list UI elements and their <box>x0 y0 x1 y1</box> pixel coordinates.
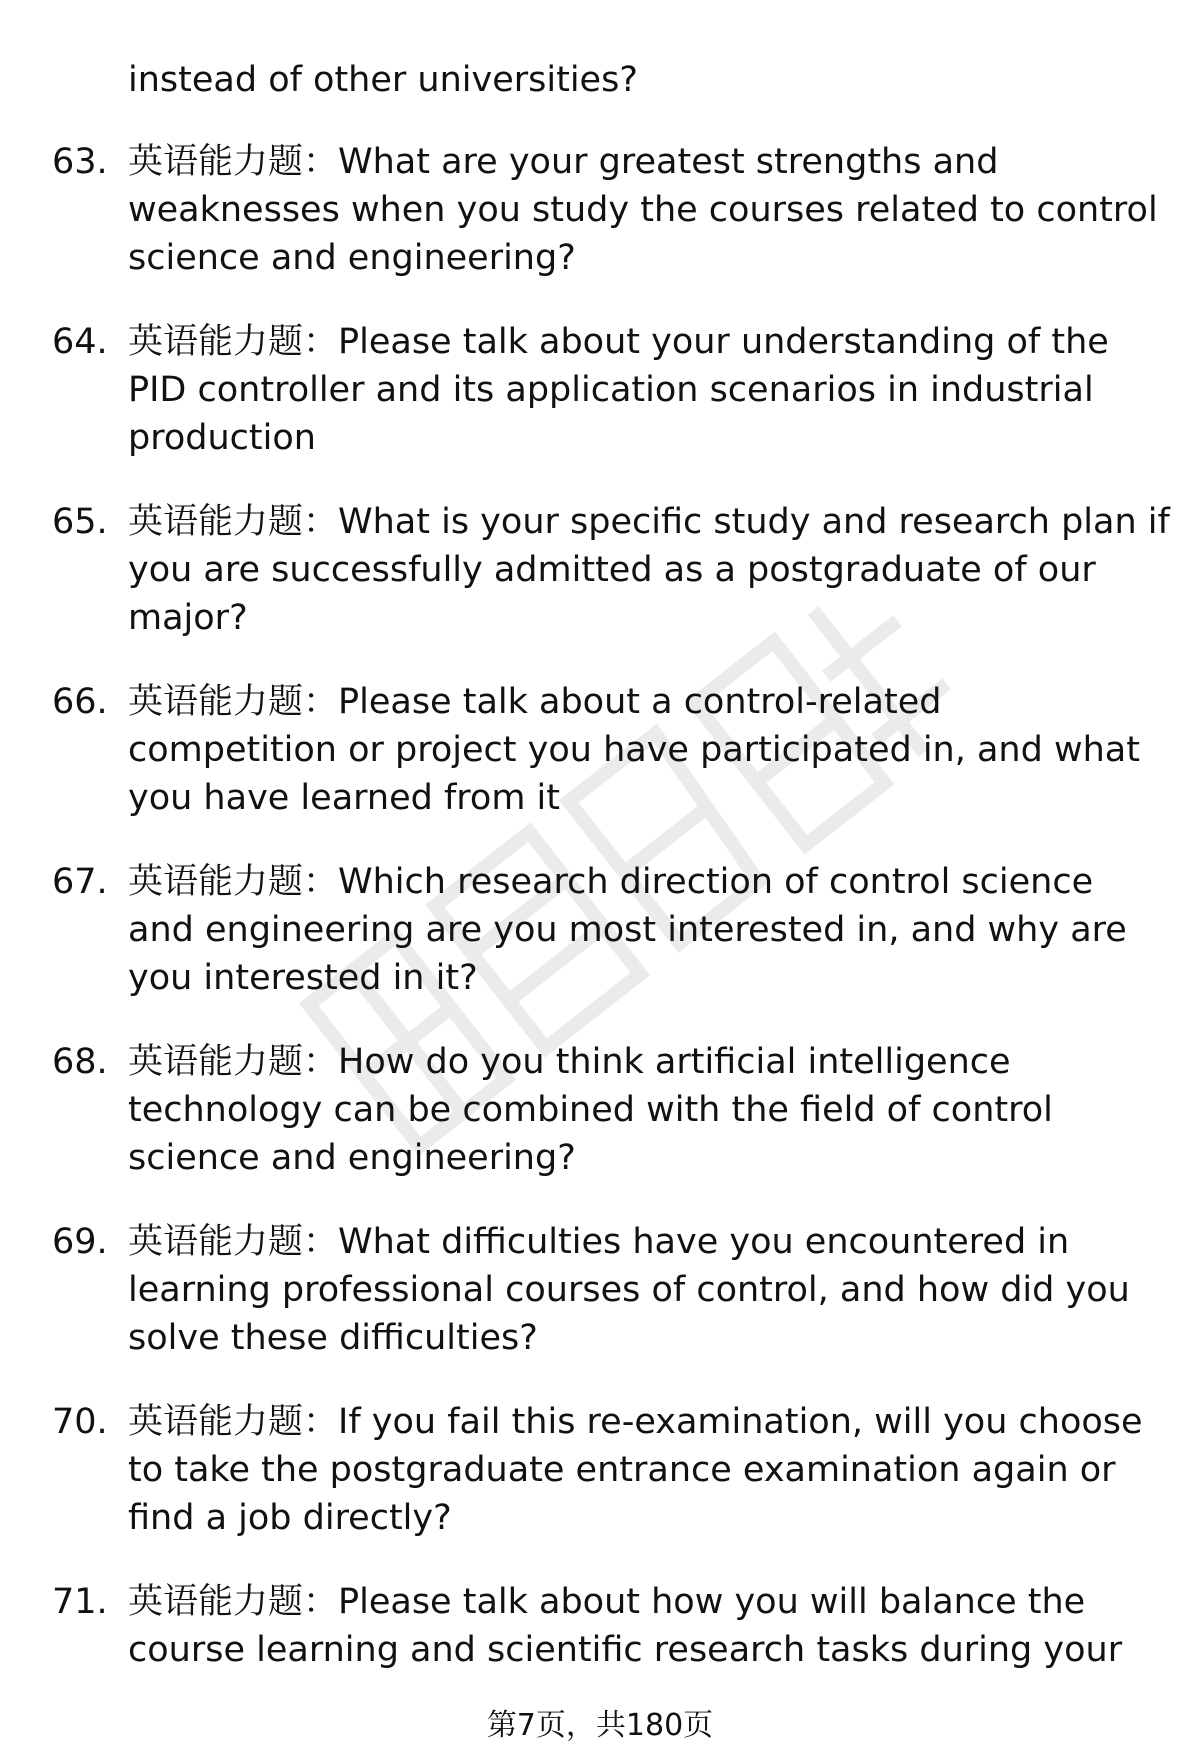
question-tag: 英语能力题： <box>128 1042 339 1082</box>
question-line: to take the postgraduate entrance examination again or <box>128 1450 1116 1490</box>
question-text: What difficulties have you encountered in <box>338 1222 1070 1262</box>
question-body <box>128 678 1160 822</box>
question-tag: 英语能力题： <box>128 1402 339 1442</box>
question-line: science and engineering? <box>128 1138 576 1178</box>
question-line: find a job directly? <box>128 1498 452 1538</box>
question-tag: 英语能力题： <box>128 322 339 362</box>
question-item-66 <box>0 678 1200 858</box>
question-body <box>128 318 1160 462</box>
question-line: science and engineering? <box>128 238 576 278</box>
question-line <box>128 1578 1160 1626</box>
question-text: How do you think artificial intelligence <box>338 1042 1011 1082</box>
question-line <box>128 138 1160 186</box>
question-body <box>128 138 1160 282</box>
question-number: 71. <box>52 1582 108 1622</box>
question-number: 70. <box>52 1402 108 1442</box>
question-number: 65. <box>52 502 108 542</box>
question-tag: 英语能力题： <box>128 1582 339 1622</box>
question-tag: 英语能力题： <box>128 142 339 182</box>
question-line <box>128 678 1160 726</box>
question-item-70 <box>0 1398 1200 1578</box>
question-body <box>128 1398 1160 1542</box>
question-number: 69. <box>52 1222 108 1262</box>
question-item-69 <box>0 1218 1200 1398</box>
question-line: solve these difficulties? <box>128 1318 538 1358</box>
question-item-64 <box>0 318 1200 498</box>
question-body <box>128 858 1160 1002</box>
question-line <box>128 498 1170 546</box>
question-line: learning professional courses of control, and how did you <box>128 1270 1130 1310</box>
question-number: 64. <box>52 322 108 362</box>
question-body <box>128 1218 1160 1362</box>
question-line <box>128 1218 1160 1266</box>
question-line: you are successfully admitted as a postgraduate of our <box>128 550 1096 590</box>
question-body <box>128 1038 1160 1182</box>
question-line: PID controller and its application scenarios in industrial <box>128 370 1094 410</box>
question-line: competition or project you have participated in, and what <box>128 730 1140 770</box>
question-item-67 <box>0 858 1200 1038</box>
question-text: Which research direction of control science <box>338 862 1094 902</box>
question-text: What is your specific study and research plan if <box>338 502 1170 542</box>
question-item-63 <box>0 138 1200 318</box>
question-line: production <box>128 418 316 458</box>
question-line: you have learned from it <box>128 778 560 818</box>
question-item-65 <box>0 498 1200 678</box>
question-line <box>128 858 1160 906</box>
page-footer: 第7页，共180页 <box>486 1708 714 1743</box>
question-line: weaknesses when you study the courses related to control <box>128 190 1158 230</box>
question-line: technology can be combined with the field of control <box>128 1090 1053 1130</box>
question-line: course learning and scientific research tasks during your <box>128 1630 1123 1670</box>
question-line: you interested in it? <box>128 958 478 998</box>
question-tag: 英语能力题： <box>128 502 339 542</box>
question-text: Please talk about a control-related <box>338 682 942 722</box>
question-text: If you fail this re-examination, will you choose <box>338 1402 1143 1442</box>
question-number: 67. <box>52 862 108 902</box>
question-body <box>128 1578 1160 1674</box>
question-tag: 英语能力题： <box>128 682 339 722</box>
question-text: Please talk about your understanding of the <box>338 322 1109 362</box>
continuation-text: instead of other universities? <box>128 60 638 100</box>
question-line <box>128 1038 1160 1086</box>
question-number: 68. <box>52 1042 108 1082</box>
question-item-68 <box>0 1038 1200 1218</box>
question-number: 63. <box>52 142 108 182</box>
question-line: major? <box>128 598 248 638</box>
question-tag: 英语能力题： <box>128 1222 339 1262</box>
question-text: What are your greatest strengths and <box>338 142 999 182</box>
question-list <box>0 138 1200 1758</box>
question-tag: 英语能力题： <box>128 862 339 902</box>
question-line <box>128 1398 1160 1446</box>
question-text: Please talk about how you will balance the <box>338 1582 1086 1622</box>
question-line <box>128 318 1160 366</box>
question-number: 66. <box>52 682 108 722</box>
question-body <box>128 498 1170 642</box>
question-line: and engineering are you most interested in, and why are <box>128 910 1127 950</box>
